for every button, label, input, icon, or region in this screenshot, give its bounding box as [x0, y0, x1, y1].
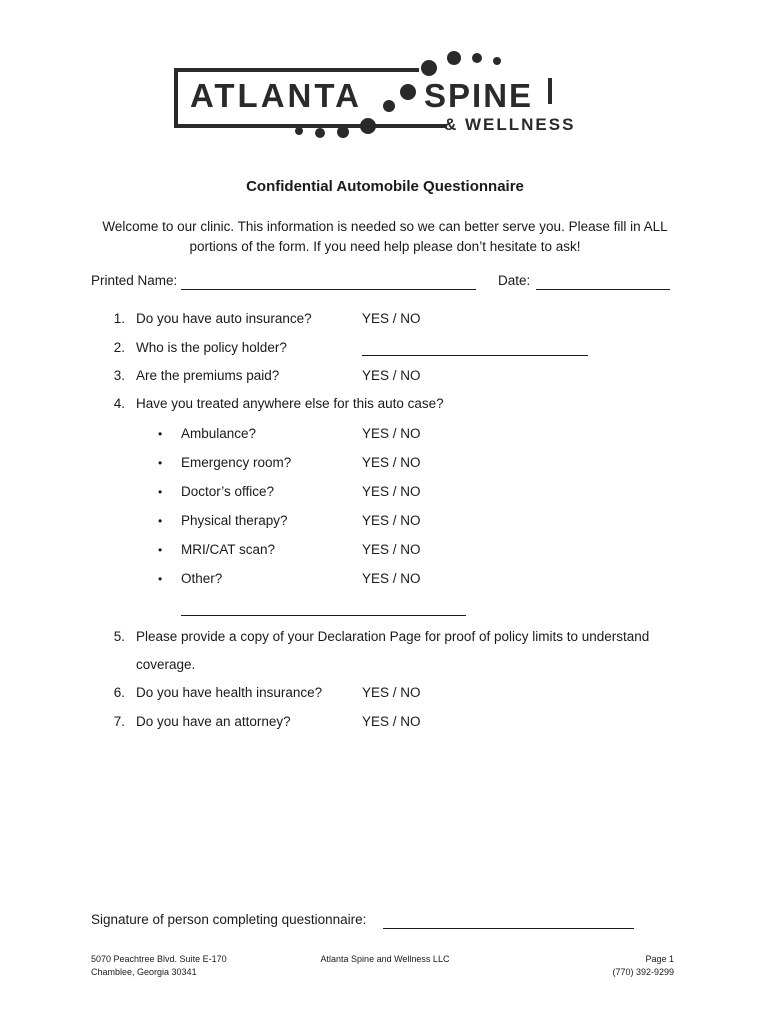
company-logo	[172, 48, 602, 143]
question-health-insurance: Do you have health insurance?	[136, 685, 323, 700]
question-number: 5.	[113, 629, 125, 644]
question-number: 2.	[113, 340, 125, 355]
answer-yes-no[interactable]: YES / NO	[362, 513, 421, 528]
answer-yes-no[interactable]: YES / NO	[362, 714, 421, 729]
sub-item-doctors-office: Doctor’s office?	[181, 484, 275, 499]
signature-label: Signature of person completing questionnaire:	[91, 912, 367, 927]
sub-item-ambulance: Ambulance?	[181, 426, 257, 441]
answer-yes-no[interactable]: YES / NO	[362, 685, 421, 700]
svg-text:& WELLNESS: & WELLNESS	[444, 115, 576, 134]
date-field[interactable]	[536, 289, 670, 290]
footer-address-line1: 5070 Peachtree Blvd. Suite E-170	[91, 954, 227, 964]
form-title: Confidential Automobile Questionnaire	[246, 178, 524, 195]
printed-name-label: Printed Name:	[91, 273, 178, 288]
answer-yes-no[interactable]: YES / NO	[362, 484, 421, 499]
question-number: 7.	[113, 714, 125, 729]
question-treated-elsewhere: Have you treated anywhere else for this auto case?	[136, 396, 444, 411]
bullet-icon: •	[158, 514, 163, 528]
question-declaration-page: Please provide a copy of your Declaration Page for proof of policy limits to understand	[136, 629, 650, 644]
printed-name-field[interactable]	[181, 289, 476, 290]
footer-page-number: Page 1	[645, 954, 674, 964]
bullet-icon: •	[158, 427, 163, 441]
question-premiums-paid: Are the premiums paid?	[136, 368, 280, 383]
footer-company: Atlanta Spine and Wellness LLC	[320, 954, 450, 964]
question-number: 3.	[113, 368, 125, 383]
bullet-icon: •	[158, 572, 163, 586]
sub-item-mri-cat-scan: MRI/CAT scan?	[181, 542, 276, 557]
question-number: 1.	[113, 311, 125, 326]
footer-phone: (770) 392-9299	[612, 967, 674, 977]
date-label: Date:	[498, 273, 531, 288]
svg-text:ATLANTA: ATLANTA	[190, 77, 362, 114]
question-attorney: Do you have an attorney?	[136, 714, 291, 729]
answer-yes-no[interactable]: YES / NO	[362, 311, 421, 326]
answer-yes-no[interactable]: YES / NO	[362, 368, 421, 383]
question-auto-insurance: Do you have auto insurance?	[136, 311, 312, 326]
policy-holder-field[interactable]	[362, 355, 588, 356]
sub-item-physical-therapy: Physical therapy?	[181, 513, 288, 528]
footer-address-line2: Chamblee, Georgia 30341	[91, 967, 197, 977]
answer-yes-no[interactable]: YES / NO	[362, 426, 421, 441]
question-number: 6.	[113, 685, 125, 700]
svg-text:SPINE: SPINE	[424, 77, 534, 114]
bullet-icon: •	[158, 456, 163, 470]
sub-item-other: Other?	[181, 571, 223, 586]
footer-page-info	[560, 953, 674, 979]
answer-yes-no[interactable]: YES / NO	[362, 455, 421, 470]
other-details-field[interactable]	[181, 615, 466, 616]
sub-item-emergency-room: Emergency room?	[181, 455, 292, 470]
question-policy-holder: Who is the policy holder?	[136, 340, 287, 355]
answer-yes-no[interactable]: YES / NO	[362, 542, 421, 557]
question-number: 4.	[113, 396, 125, 411]
answer-yes-no[interactable]: YES / NO	[362, 571, 421, 586]
bullet-icon: •	[158, 485, 163, 499]
question-declaration-page-cont: coverage.	[136, 657, 196, 672]
intro-text: Welcome to our clinic. This information is needed so we can better serve you. Please fill in ALL portions of the form. If you need help please don’t hesitate to ask!	[102, 219, 668, 254]
bullet-icon: •	[158, 543, 163, 557]
signature-field[interactable]	[383, 928, 634, 929]
